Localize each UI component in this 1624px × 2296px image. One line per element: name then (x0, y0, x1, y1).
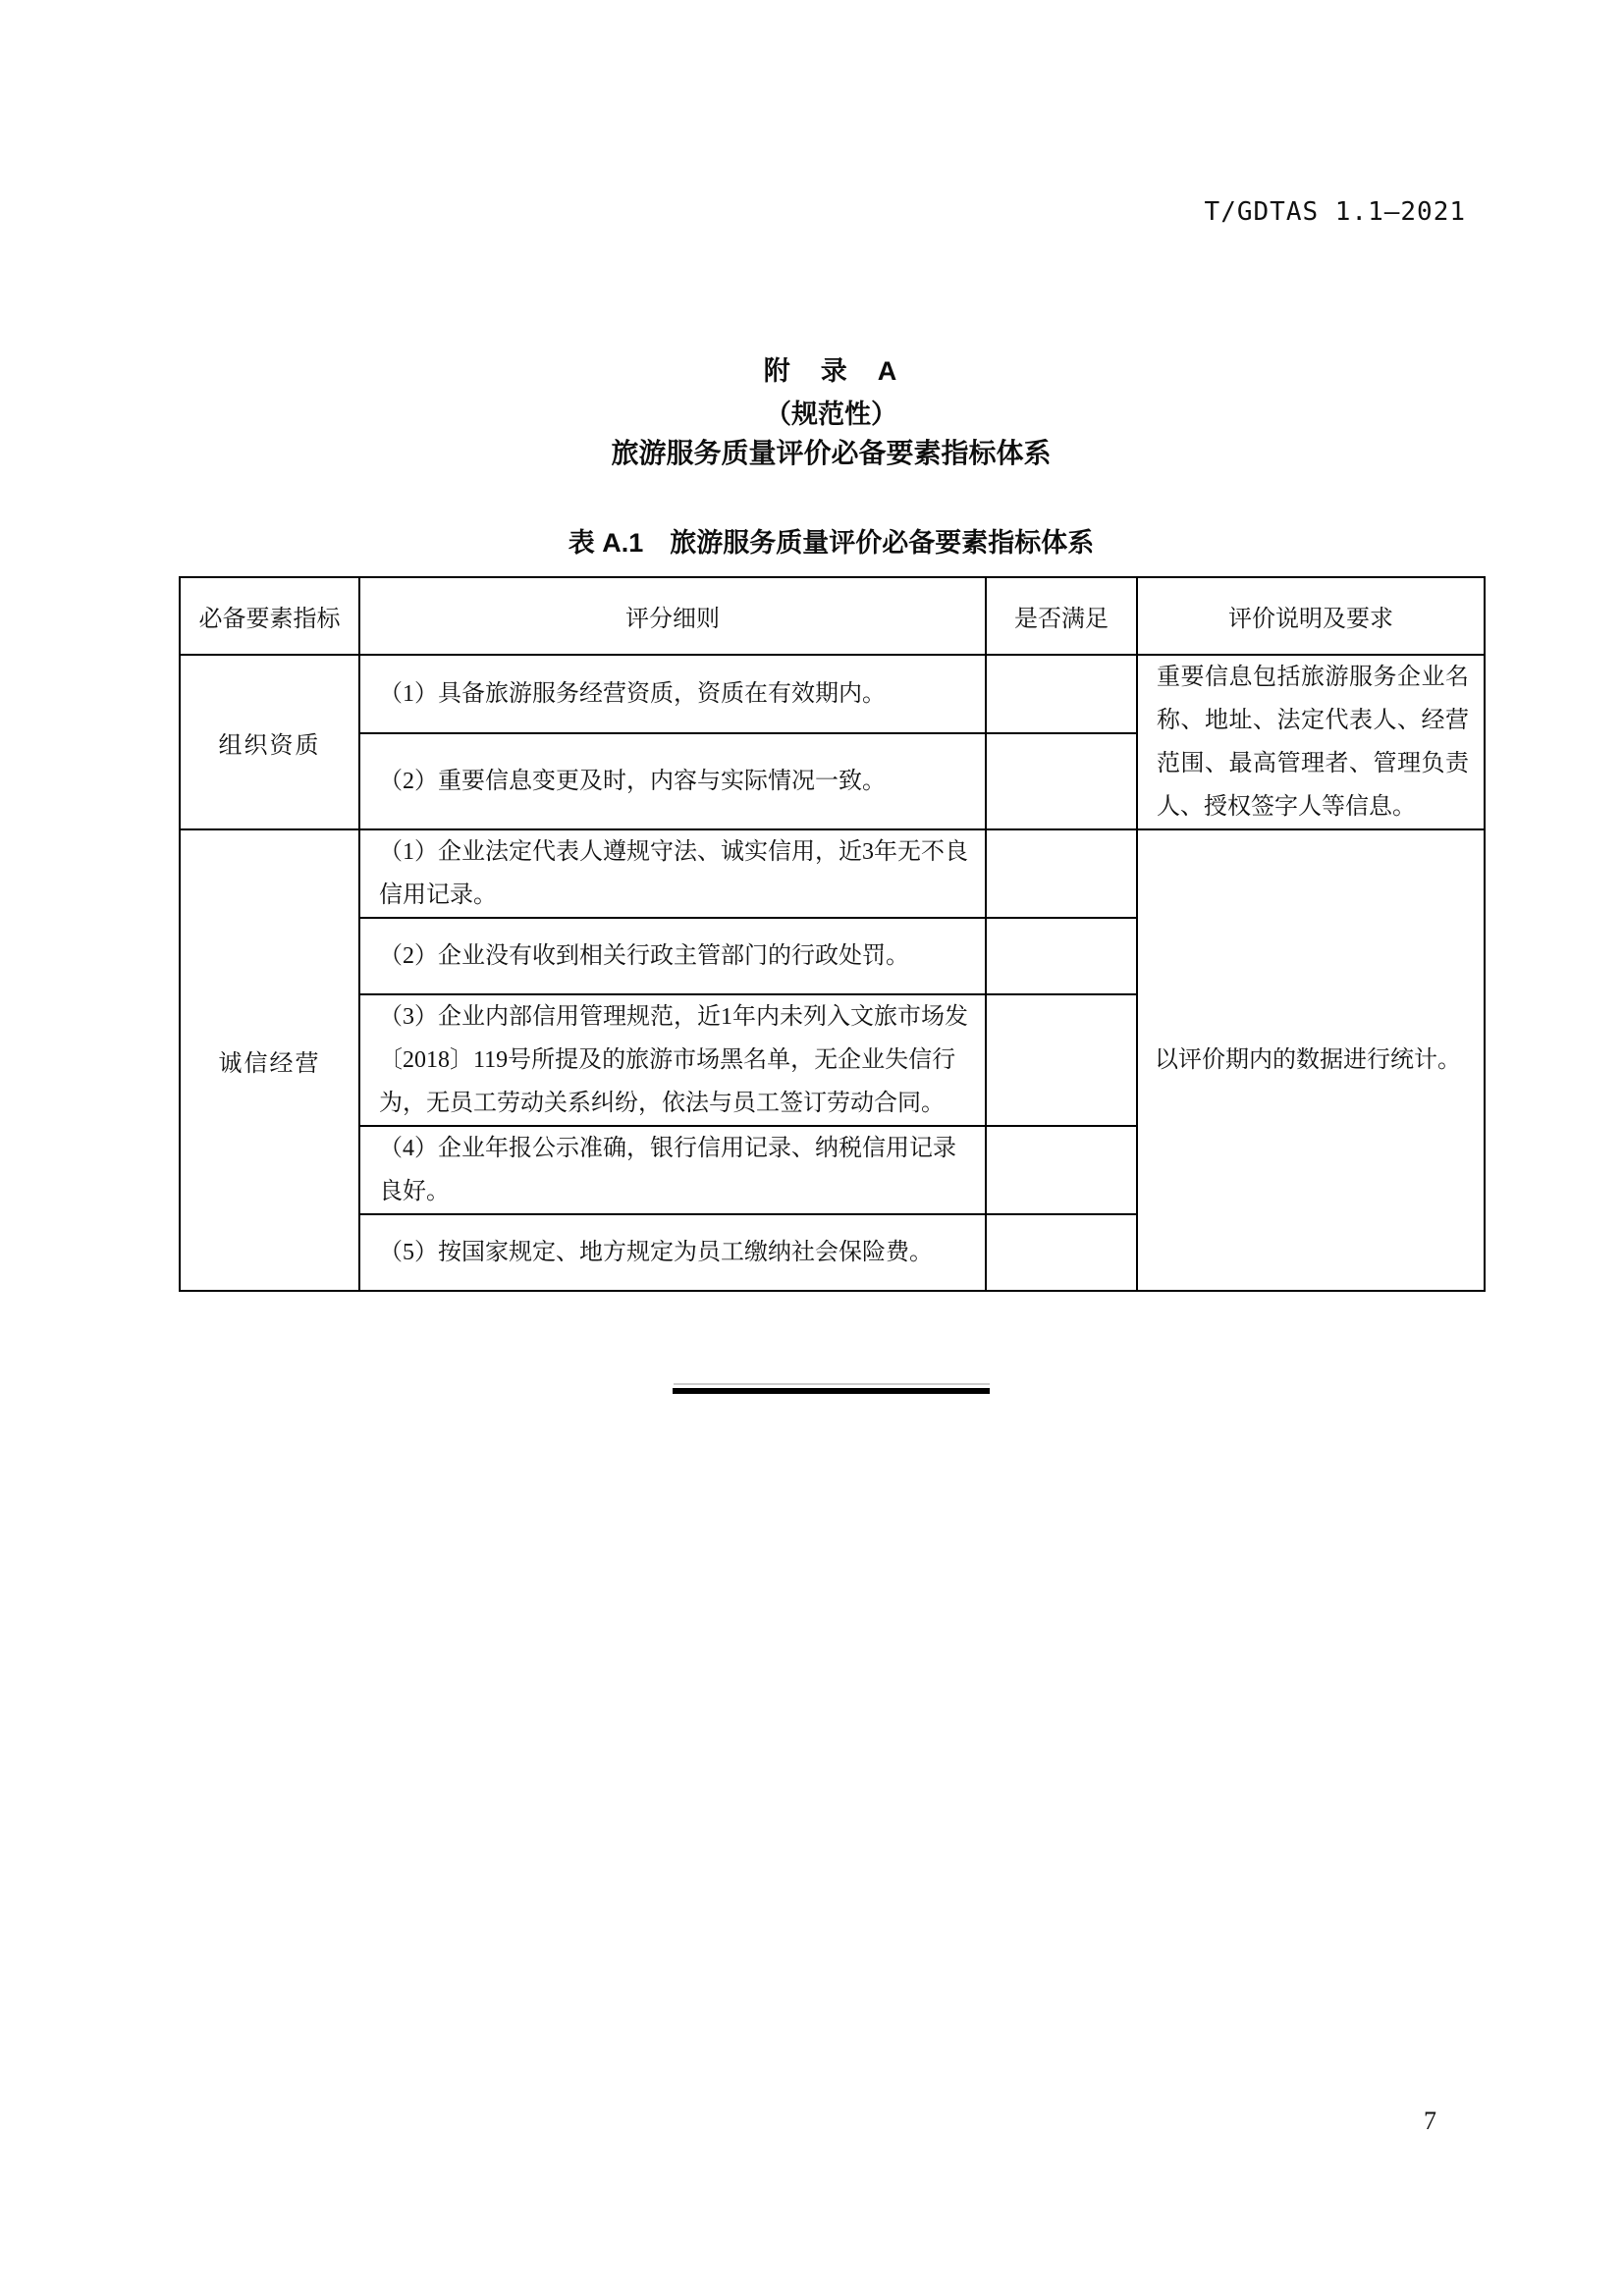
appendix-subject-title: 旅游服务质量评价必备要素指标体系 (611, 438, 1052, 468)
indicator-cell-integrity: 诚信经营 (180, 829, 359, 1291)
satisfied-cell (986, 1214, 1137, 1291)
standard-number: T/GDTAS 1.1—2021 (1204, 197, 1466, 227)
rule-cell: （4）企业年报公示准确，银行信用记录、纳税信用记录良好。 (359, 1126, 986, 1214)
rule-cell: （2）企业没有收到相关行政主管部门的行政处罚。 (359, 918, 986, 994)
rule-cell: （1）具备旅游服务经营资质，资质在有效期内。 (359, 655, 986, 733)
rule-cell: （5）按国家规定、地方规定为员工缴纳社会保险费。 (359, 1214, 986, 1291)
rule-cell: （2）重要信息变更及时，内容与实际情况一致。 (359, 733, 986, 829)
note-cell-org: 重要信息包括旅游服务企业名称、地址、法定代表人、经营范围、最高管理者、管理负责人、授权签字人等信息。 (1137, 655, 1485, 829)
table-header-row (180, 577, 1485, 655)
table-caption: 表 A.1 旅游服务质量评价必备要素指标体系 (568, 528, 1095, 558)
col-header-satisfied: 是否满足 (986, 577, 1137, 655)
end-of-document-rule (673, 1388, 990, 1394)
note-cell-integrity: 以评价期内的数据进行统计。 (1137, 829, 1485, 1291)
table-row (180, 829, 1485, 918)
table-row (180, 655, 1485, 733)
col-header-note: 评价说明及要求 (1137, 577, 1485, 655)
satisfied-cell (986, 655, 1137, 733)
satisfied-cell (986, 733, 1137, 829)
rule-cell: （3）企业内部信用管理规范，近1年内未列入文旅市场发〔2018〕119号所提及的旅游市场黑名单，无企业失信行为，无员工劳动关系纠纷，依法与员工签订劳动合同。 (359, 994, 986, 1126)
appendix-title: 附 录 A (763, 356, 899, 386)
normative-label: （规范性） (765, 400, 897, 429)
satisfied-cell (986, 1126, 1137, 1214)
indicator-cell-org: 组织资质 (180, 655, 359, 829)
indicator-table (179, 576, 1486, 1292)
col-header-indicator: 必备要素指标 (180, 577, 359, 655)
rule-cell: （1）企业法定代表人遵规守法、诚实信用，近3年无不良信用记录。 (359, 829, 986, 918)
satisfied-cell (986, 994, 1137, 1126)
satisfied-cell (986, 918, 1137, 994)
satisfied-cell (986, 829, 1137, 918)
col-header-rules: 评分细则 (359, 577, 986, 655)
page-number: 7 (1424, 2107, 1436, 2135)
end-of-document-rule-shadow (674, 1383, 990, 1385)
